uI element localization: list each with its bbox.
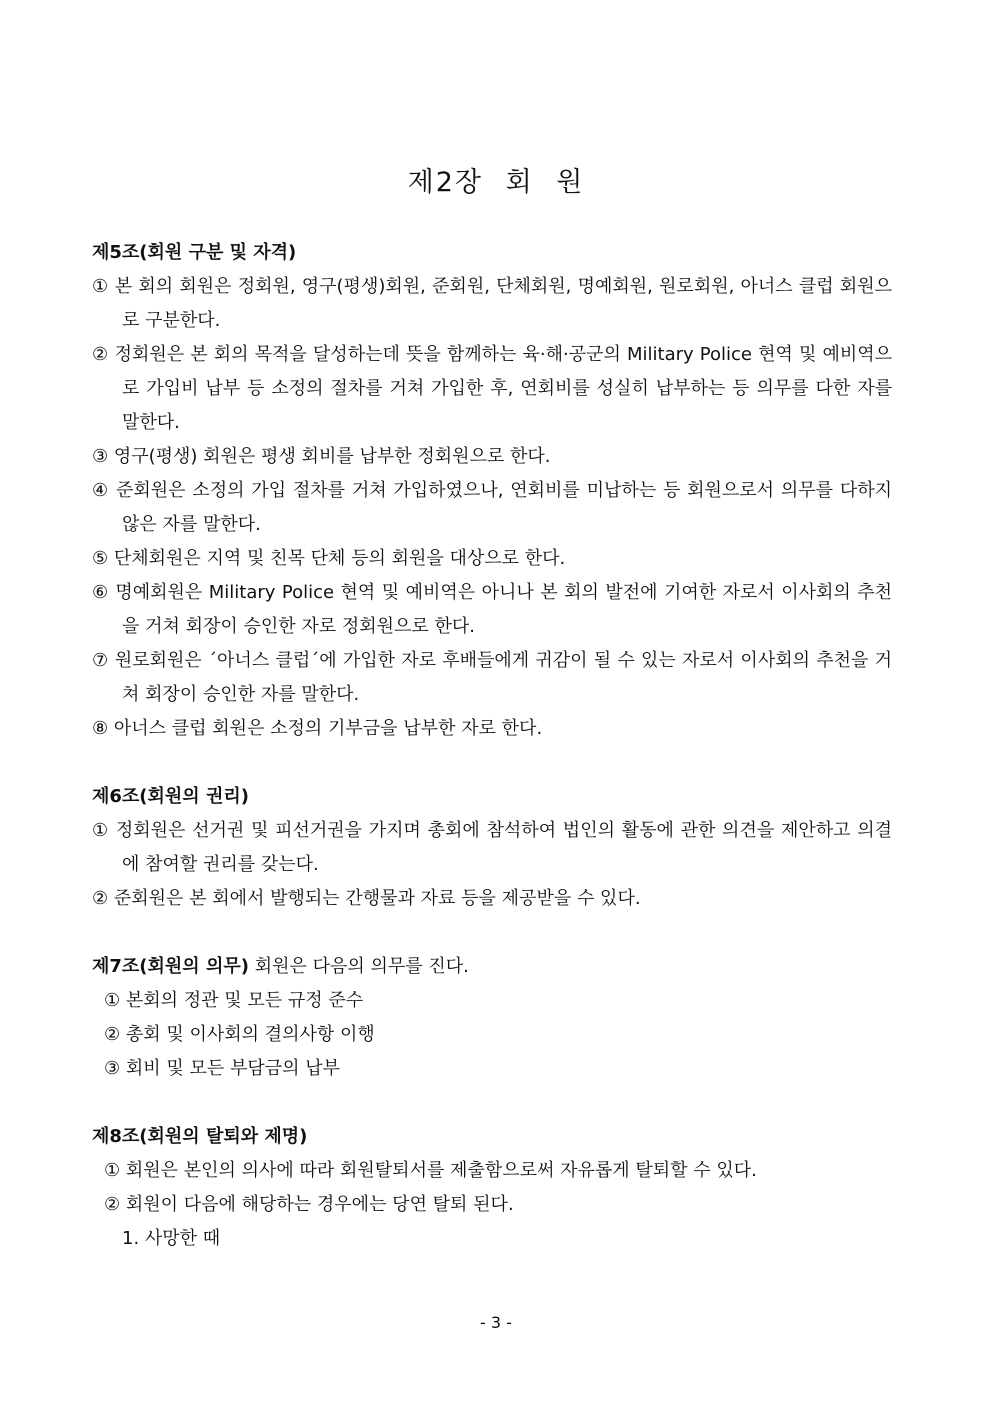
article-item: ① 회원은 본인의 의사에 따라 회원탈퇴서를 제출함으로써 자유롭게 탈퇴할 수 있다. [104, 1160, 757, 1181]
article-heading: 제8조(회원의 탈퇴와 제명) [92, 1126, 308, 1147]
article-item: ⑥ 명예회원은 Military Police 현역 및 예비역은 아니나 본 회의 발전에 기여한 자로서 이사회의 추천을 거쳐 회장이 승인한 자로 정회원으로 한다. [92, 582, 892, 637]
article-item: ② 정회원은 본 회의 목적을 달성하는데 뜻을 함께하는 육·해·공군의 Military Police 현역 및 예비역으로 가입비 납부 등 소정의 절차를 거쳐 가입한 후, 연회비를 성실히 납부하는 등 의무를 다한 자를 말한다. [92, 344, 892, 433]
article-heading: 제6조(회원의 권리) [92, 786, 249, 807]
article-item: ① 본회의 정관 및 모든 규정 준수 [104, 990, 364, 1011]
article-item: ① 정회원은 선거권 및 피선거권을 가지며 총회에 참석하여 법인의 활동에 관한 의견을 제안하고 의결에 참여할 권리를 갖는다. [92, 820, 892, 875]
chapter-title: 제2장 회 원 [407, 167, 585, 198]
article-item: ④ 준회원은 소정의 가입 절차를 거쳐 가입하였으나, 연회비를 미납하는 등 회원으로서 의무를 다하지 않은 자를 말한다. [92, 480, 892, 535]
article-6 [92, 780, 892, 916]
article-item: ② 총회 및 이사회의 결의사항 이행 [104, 1024, 375, 1045]
article-item: ⑤ 단체회원은 지역 및 친목 단체 등의 회원을 대상으로 한다. [92, 548, 566, 569]
page-number: - 3 - [480, 1313, 512, 1332]
numbered-sub-item: 1. 사망한 때 [122, 1228, 221, 1249]
article-item: ① 본 회의 회원은 정회원, 영구(평생)회원, 준회원, 단체회원, 명예회원, 원로회원, 아너스 클럽 회원으로 구분한다. [92, 276, 892, 331]
article-item: ⑧ 아너스 클럽 회원은 소정의 기부금을 납부한 자로 한다. [92, 718, 543, 739]
article-item: ② 준회원은 본 회에서 발행되는 간행물과 자료 등을 제공받을 수 있다. [92, 888, 641, 909]
article-heading: 제5조(회원 구분 및 자격) [92, 242, 297, 263]
article-heading: 제7조(회원의 의무) [92, 956, 249, 977]
article-heading-line [92, 950, 892, 984]
article-intro: 회원은 다음의 의무를 진다. [248, 956, 469, 977]
article-8 [92, 1120, 892, 1256]
article-item: ③ 회비 및 모든 부담금의 납부 [104, 1058, 341, 1079]
article-5 [92, 236, 892, 746]
article-item: ② 회원이 다음에 해당하는 경우에는 당연 탈퇴 된다. [104, 1194, 514, 1215]
document-body [92, 236, 892, 1290]
article-item: ③ 영구(평생) 회원은 평생 회비를 납부한 정회원으로 한다. [92, 446, 551, 467]
article-7 [92, 950, 892, 1086]
article-item: ⑦ 원로회원은 ´아너스 클럽´에 가입한 자로 후배들에게 귀감이 될 수 있는 자로서 이사회의 추천을 거쳐 회장이 승인한 자를 말한다. [92, 650, 892, 705]
